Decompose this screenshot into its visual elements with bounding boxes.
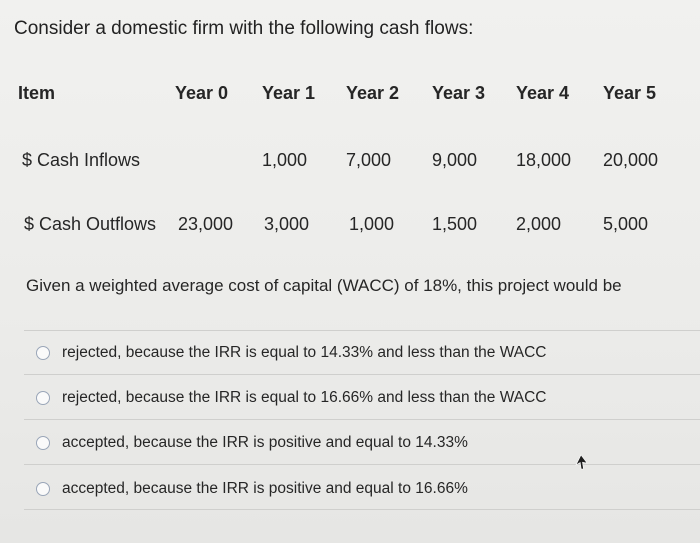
outflow-year-1: 3,000 [264, 214, 310, 234]
outflow-year-4: 2,000 [516, 214, 562, 234]
inflow-year-2: 7,000 [346, 150, 392, 170]
header-year-1: Year 1 [262, 83, 316, 103]
header-year-2: Year 2 [346, 83, 400, 103]
outflow-year-3: 1,500 [432, 214, 478, 234]
header-year-4: Year 4 [516, 83, 570, 103]
outflow-year-2: 1,000 [349, 214, 395, 234]
radio-icon[interactable] [36, 482, 50, 496]
answer-option-label: accepted, because the IRR is positive and equal to 16.66% [62, 480, 468, 497]
radio-icon[interactable] [36, 391, 50, 405]
answer-divider [24, 464, 700, 465]
outflows-label: $ Cash Outflows [24, 214, 157, 234]
answer-divider [24, 419, 700, 420]
inflow-year-5: 20,000 [603, 150, 659, 170]
answer-option-label: rejected, because the IRR is equal to 16.66% and less than the WACC [62, 389, 547, 406]
inflow-year-3: 9,000 [432, 150, 478, 170]
header-year-3: Year 3 [432, 83, 486, 103]
inflows-label: $ Cash Inflows [22, 150, 141, 170]
outflow-year-5: 5,000 [603, 214, 649, 234]
question-intro: Consider a domestic firm with the following cash flows: [14, 18, 474, 39]
answer-option-label: rejected, because the IRR is equal to 14.33% and less than the WACC [62, 344, 547, 361]
answer-option-2[interactable] [36, 384, 547, 412]
outflow-year-0: 23,000 [178, 214, 234, 234]
answer-option-3[interactable] [36, 429, 468, 457]
inflow-year-4: 18,000 [516, 150, 572, 170]
header-year-0: Year 0 [175, 83, 229, 103]
mouse-pointer-icon [573, 454, 589, 470]
answer-divider [24, 330, 700, 331]
header-item: Item [18, 83, 56, 103]
answer-option-label: accepted, because the IRR is positive and equal to 14.33% [62, 434, 468, 451]
radio-icon[interactable] [36, 346, 50, 360]
inflow-year-1: 1,000 [262, 150, 308, 170]
question-prompt: Given a weighted average cost of capital (WACC) of 18%, this project would be [26, 276, 622, 295]
answer-option-4[interactable] [36, 475, 468, 503]
radio-icon[interactable] [36, 436, 50, 450]
answer-divider [24, 509, 700, 510]
answer-divider [24, 374, 700, 375]
header-year-5: Year 5 [603, 83, 657, 103]
answer-option-1[interactable] [36, 339, 547, 367]
